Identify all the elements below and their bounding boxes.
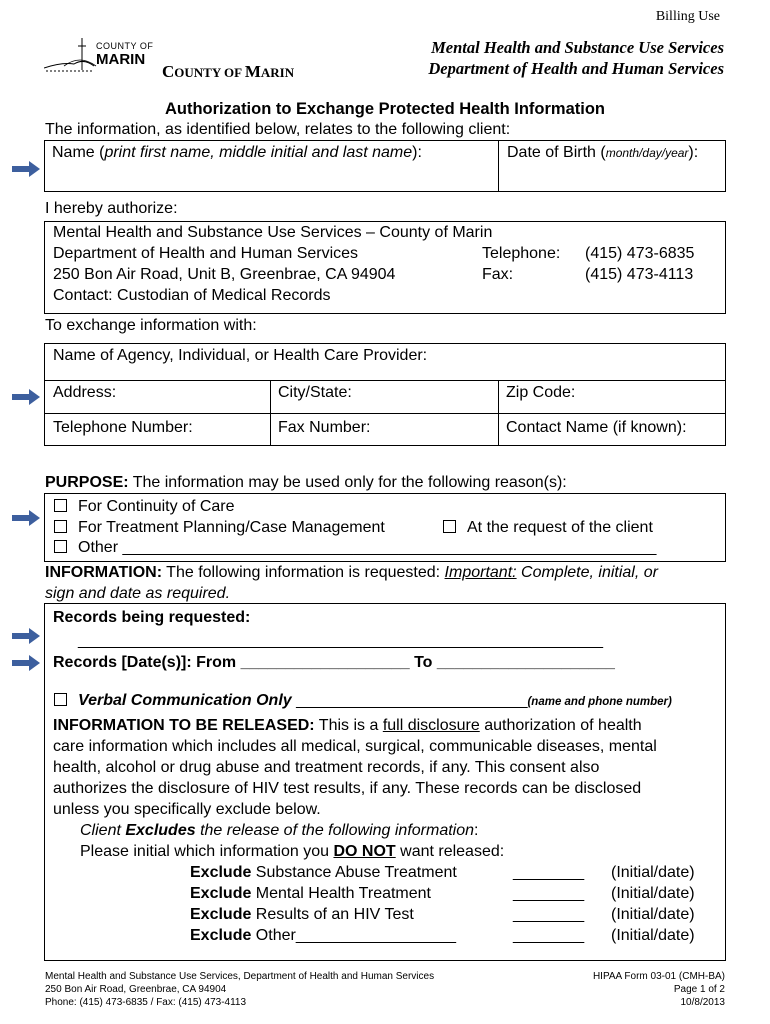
dob-label: Date of Birth (month/day/year):	[507, 144, 699, 161]
arrow-icon	[12, 628, 40, 644]
release-line-5: unless you specifically exclude below.	[53, 801, 321, 818]
auth-contact: Contact: Custodian of Medical Records	[53, 287, 331, 304]
initial-blank-2[interactable]: ________	[513, 885, 585, 902]
county-name: COUNTY OF MARIN	[162, 62, 295, 81]
logo-line-1: COUNTY OF	[96, 41, 154, 51]
arrow-icon	[12, 655, 40, 671]
records-dates-field[interactable]: Records [Date(s)]: From ___________________ To ____________________	[53, 654, 615, 671]
initial-blank-3[interactable]: ________	[513, 906, 585, 923]
billing-use-label: Billing Use	[655, 9, 720, 24]
records-requested-label: Records being requested:	[53, 609, 251, 626]
client-name-label: Name (print first name, middle initial and last name):	[52, 144, 422, 161]
initial-instruction: Please initial which information you DO NOT want released:	[80, 843, 505, 860]
purpose-box	[44, 493, 726, 562]
initial-date-label-2: (Initial/date)	[611, 885, 695, 902]
fax-number-field[interactable]: Fax Number:	[278, 419, 371, 436]
auth-address: 250 Bon Air Road, Unit B, Greenbrae, CA 94904	[53, 266, 396, 283]
contact-name-field[interactable]: Contact Name (if known):	[506, 419, 687, 436]
form-title: Authorization to Exchange Protected Health Information	[164, 100, 606, 118]
telephone-number-field[interactable]: Telephone Number:	[53, 419, 193, 436]
purpose-continuity-checkbox[interactable]: For Continuity of Care	[54, 498, 235, 516]
footer-left: Mental Health and Substance Use Services, Department of Health and Human Services 250 Bon Air Road, Greenbrae, CA 94904 Phone: (415) 473-6835 / Fax: (415) 473-4113	[45, 971, 435, 1008]
purpose-client-request-checkbox[interactable]: At the request of the client	[443, 519, 653, 537]
exclude-substance-abuse: Exclude Substance Abuse Treatment	[190, 864, 457, 881]
purpose-treatment-checkbox[interactable]: For Treatment Planning/Case Management	[54, 519, 385, 537]
recipient-table	[44, 343, 726, 446]
purpose-heading: PURPOSE: The information may be used only for the following reason(s):	[45, 474, 567, 491]
initial-date-label-1: (Initial/date)	[611, 864, 695, 881]
initial-date-label-3: (Initial/date)	[611, 906, 695, 923]
authorize-heading: I hereby authorize:	[45, 200, 178, 217]
initial-blank-4[interactable]: ________	[513, 927, 585, 944]
county-logo	[44, 36, 164, 76]
initial-blank-1[interactable]: ________	[513, 864, 585, 881]
exclude-other: Exclude Other__________________	[190, 927, 456, 944]
records-requested-input[interactable]: ___________________________________________________________	[78, 632, 604, 649]
release-line-2: care information which includes all medical, surgical, communicable diseases, mental	[53, 738, 657, 755]
arrow-icon	[12, 161, 40, 177]
auth-telephone-value: (415) 473-6835	[585, 245, 695, 262]
auth-dept: Department of Health and Human Services	[53, 245, 359, 262]
release-line-3: health, alcohol or drug abuse and treatment records, if any. This consent also	[53, 759, 600, 776]
release-line-1: INFORMATION TO BE RELEASED: This is a full disclosure authorization of health	[53, 717, 642, 734]
client-intro: The information, as identified below, relates to the following client:	[45, 121, 511, 138]
information-subtext: sign and date as required.	[45, 585, 231, 602]
release-line-4: authorizes the disclosure of HIV test results, if any. These records can be disclosed	[53, 780, 642, 797]
arrow-icon	[12, 510, 40, 526]
city-state-field[interactable]: City/State:	[278, 384, 352, 401]
exclude-hiv-test: Exclude Results of an HIV Test	[190, 906, 414, 923]
records-box	[44, 603, 726, 961]
initial-date-label-4: (Initial/date)	[611, 927, 695, 944]
logo-line-2: MARIN	[96, 51, 146, 68]
authorizing-party-box	[44, 221, 726, 314]
exchange-heading: To exchange information with:	[45, 317, 257, 334]
auth-telephone-label: Telephone:	[482, 245, 561, 262]
verbal-communication-checkbox[interactable]: Verbal Communication Only __________________________(name and phone number)	[54, 692, 672, 710]
exclude-mental-health: Exclude Mental Health Treatment	[190, 885, 431, 902]
auth-org: Mental Health and Substance Use Services – County of Marin	[53, 224, 493, 241]
agency-name-field[interactable]: Name of Agency, Individual, or Health Care Provider:	[53, 347, 428, 364]
date-of-birth-field[interactable]	[498, 140, 726, 192]
arrow-icon	[12, 389, 40, 405]
footer-right: HIPAA Form 03-01 (CMH-BA) Page 1 of 2 10/8/2013	[592, 971, 725, 1008]
client-name-field[interactable]	[44, 140, 499, 192]
information-heading: INFORMATION: The following information is requested: Important: Complete, initial, or	[45, 564, 658, 581]
address-field[interactable]: Address:	[53, 384, 117, 401]
auth-fax-label: Fax:	[482, 266, 514, 283]
department-line-1: Mental Health and Substance Use Services	[431, 38, 724, 57]
client-excludes-line: Client Excludes the release of the following information:	[80, 822, 479, 839]
purpose-other-checkbox[interactable]: Other ____________________________________________________________	[54, 539, 656, 557]
auth-fax-value: (415) 473-4113	[585, 266, 694, 283]
department-line-2: Department of Health and Human Services	[428, 59, 724, 78]
zip-code-field[interactable]: Zip Code:	[506, 384, 576, 401]
